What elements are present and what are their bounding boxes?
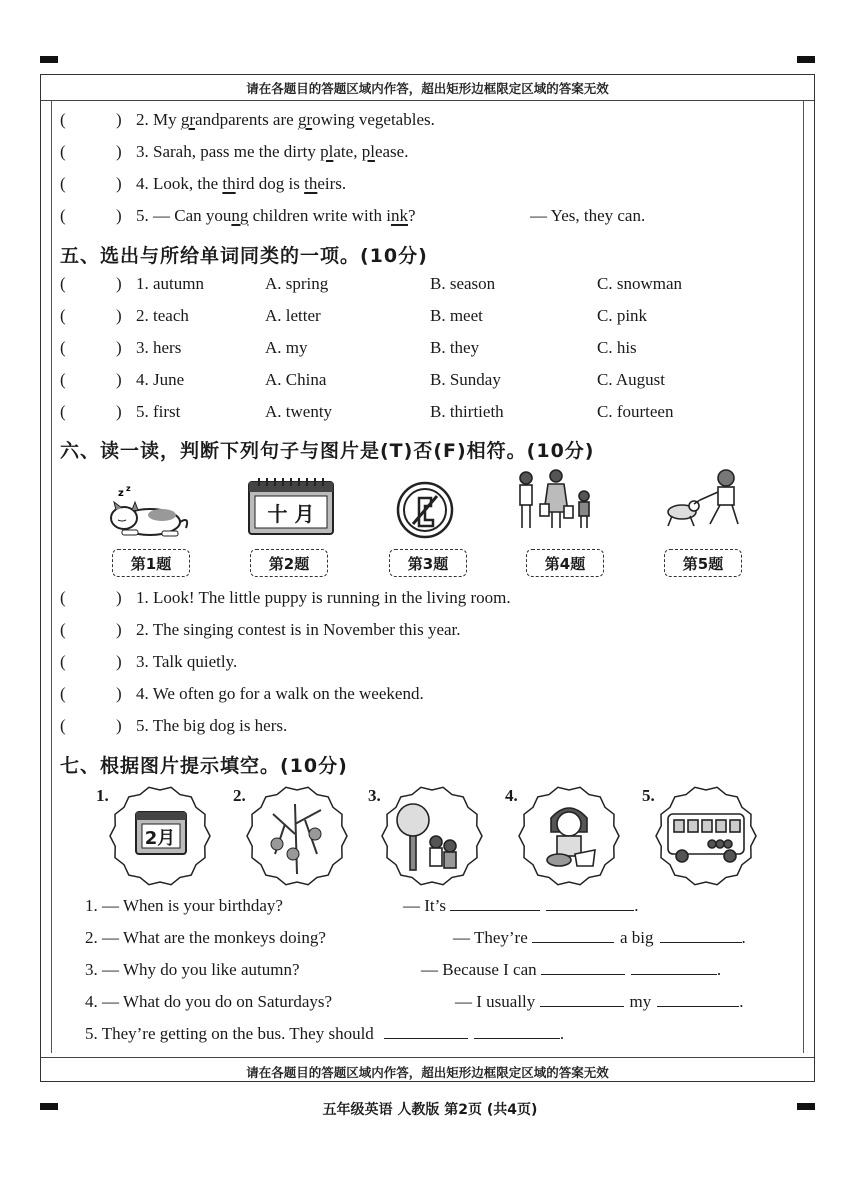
answer-bracket-close: ) bbox=[116, 684, 122, 703]
given-word: 3. hers bbox=[136, 338, 182, 357]
option-a: A. China bbox=[265, 370, 327, 389]
given-word: 4. June bbox=[136, 370, 185, 389]
answer-slot[interactable] bbox=[72, 142, 112, 162]
fill-question: 4. — What do you do on Saturdays? bbox=[85, 992, 333, 1011]
fill-picture-1 bbox=[108, 784, 212, 893]
answer-period: . bbox=[741, 928, 746, 947]
answer-slot[interactable] bbox=[72, 110, 112, 130]
answer-slot[interactable] bbox=[72, 274, 112, 294]
answer-mid-word: my bbox=[629, 992, 652, 1011]
judge-row bbox=[60, 684, 800, 708]
answer-lead: — They’re bbox=[453, 928, 532, 947]
fill-picture-3 bbox=[380, 784, 484, 893]
option-a: A. twenty bbox=[265, 402, 333, 421]
answer-bracket-open: ( bbox=[60, 402, 66, 421]
option-b: B. they bbox=[430, 338, 480, 357]
svg-text:z: z bbox=[118, 488, 124, 499]
fill-picture-2 bbox=[245, 784, 349, 893]
fill-picture-5 bbox=[654, 784, 758, 893]
picture-number-4: 4. bbox=[505, 786, 518, 805]
svg-text:z: z bbox=[126, 484, 131, 493]
answer-period: . bbox=[739, 992, 744, 1011]
question-text bbox=[136, 206, 416, 226]
option-b: B. season bbox=[430, 274, 496, 293]
option-c: C. his bbox=[597, 338, 637, 357]
text-fragment: andparents are bbox=[195, 110, 298, 129]
answer-blank[interactable] bbox=[657, 1006, 739, 1007]
picture-4 bbox=[510, 468, 600, 539]
answer-bracket-close: ) bbox=[116, 620, 122, 639]
answer-blank[interactable] bbox=[631, 974, 717, 975]
text-fragment: owing vegetables. bbox=[312, 110, 435, 129]
answer-bracket-open: ( bbox=[60, 370, 66, 389]
fill-row bbox=[85, 992, 805, 1016]
option-a: A. letter bbox=[265, 306, 321, 325]
question-row bbox=[60, 142, 800, 166]
answer-bracket-open: ( bbox=[60, 110, 66, 129]
given-word: 1. autumn bbox=[136, 274, 204, 293]
question-number: 2. bbox=[136, 110, 153, 129]
answer-bracket-close: ) bbox=[116, 588, 122, 607]
notice-bottom: 请在各题目的答题区域内作答，超出矩形边框限定区域的答案无效 bbox=[41, 1057, 814, 1081]
underlined-letters: nk bbox=[390, 206, 408, 225]
text-fragment: ird dog is bbox=[235, 174, 305, 193]
fill-answer bbox=[378, 1024, 564, 1043]
judge-sentence: 4. We often go for a walk on the weekend. bbox=[136, 684, 424, 703]
underlined-letters: gr bbox=[180, 110, 196, 129]
answer-lead: — I usually bbox=[455, 992, 540, 1011]
judge-sentence: 1. Look! The little puppy is running in the living room. bbox=[136, 588, 511, 607]
underlined-letters: ng bbox=[231, 206, 249, 225]
judge-sentence: 5. The big dog is hers. bbox=[136, 716, 288, 735]
choice-row bbox=[60, 370, 800, 394]
answer-blank[interactable] bbox=[450, 910, 540, 911]
answer-slot[interactable] bbox=[72, 402, 112, 422]
fill-question: 3. — Why do you like autumn? bbox=[85, 960, 300, 979]
answer-blank[interactable] bbox=[384, 1038, 468, 1039]
answer-period: . bbox=[634, 896, 639, 915]
picture-number-5: 5. bbox=[642, 786, 655, 805]
answer-slot[interactable] bbox=[72, 684, 112, 704]
judge-sentence: 3. Talk quietly. bbox=[136, 652, 238, 671]
picture-2 bbox=[245, 476, 337, 543]
answer-blank[interactable] bbox=[541, 974, 625, 975]
fill-answer bbox=[455, 992, 744, 1012]
answer-bracket-open: ( bbox=[60, 274, 66, 293]
text-fragment: Sarah, pass me the dirty bbox=[153, 142, 321, 161]
fill-row bbox=[85, 928, 805, 952]
worksheet-content bbox=[40, 0, 815, 1191]
section-5-title: 五、选出与所给单词同类的一项。(10分) bbox=[60, 245, 428, 267]
answer-bracket-open: ( bbox=[60, 338, 66, 357]
option-a: A. my bbox=[265, 338, 308, 357]
answer-slot[interactable] bbox=[72, 206, 112, 226]
option-b: B. Sunday bbox=[430, 370, 501, 389]
text-fragment: Look, the bbox=[153, 174, 223, 193]
option-c: C. snowman bbox=[597, 274, 682, 293]
answer-period: . bbox=[716, 960, 722, 979]
answer-bracket-open: ( bbox=[60, 142, 66, 161]
judge-row bbox=[60, 716, 800, 740]
option-a: A. spring bbox=[265, 274, 329, 293]
section-7-title: 七、根据图片提示填空。(10分) bbox=[60, 755, 348, 777]
text-fragment: My bbox=[153, 110, 181, 129]
calendar-label: 2月 bbox=[144, 828, 176, 849]
choice-row bbox=[60, 338, 800, 362]
option-c: C. August bbox=[597, 370, 666, 389]
answer-lead: — It’s bbox=[403, 896, 451, 915]
picture-5 bbox=[660, 468, 750, 535]
answer-slot[interactable] bbox=[72, 716, 112, 736]
underlined-letters: th bbox=[222, 174, 236, 193]
question-number: 3. bbox=[136, 142, 153, 161]
option-b: B. meet bbox=[430, 306, 483, 325]
answer-bracket-open: ( bbox=[60, 684, 66, 703]
question-label-5: 第5题 bbox=[664, 549, 742, 577]
answer-period: . bbox=[559, 1024, 565, 1043]
judge-row bbox=[60, 588, 800, 612]
underlined-letters: gr bbox=[297, 110, 313, 129]
calendar-label: 十 月 bbox=[267, 502, 315, 526]
answer-bracket-close: ) bbox=[116, 338, 122, 357]
answer-bracket-close: ) bbox=[116, 652, 122, 671]
answer-bracket-open: ( bbox=[60, 174, 66, 193]
question-label-1: 第1题 bbox=[112, 549, 190, 577]
judge-sentence: 2. The singing contest is in November this year. bbox=[136, 620, 461, 639]
answer-blank[interactable] bbox=[474, 1038, 560, 1039]
question-label-4: 第4题 bbox=[526, 549, 604, 577]
given-word: 5. first bbox=[136, 402, 181, 421]
answer-bracket-close: ) bbox=[116, 402, 122, 421]
picture-number-2: 2. bbox=[233, 786, 246, 805]
picture-3 bbox=[395, 480, 455, 545]
page-footer: 五年级英语 人教版 第2页 (共4页) bbox=[322, 1102, 538, 1118]
answer-slot[interactable] bbox=[72, 370, 112, 390]
choice-row bbox=[60, 402, 800, 426]
section-6-title: 六、读一读，判断下列句子与图片是(T)否(F)相符。(10分) bbox=[60, 440, 595, 462]
answer-lead: — Because I can bbox=[421, 960, 541, 979]
text-fragment: — Can you bbox=[153, 206, 232, 225]
fill-row bbox=[85, 896, 805, 920]
answer-slot[interactable] bbox=[72, 620, 112, 640]
picture-1 bbox=[102, 482, 192, 547]
question-label-2: 第2题 bbox=[250, 549, 328, 577]
underlined-letters: pl bbox=[361, 142, 375, 161]
answer-bracket-open: ( bbox=[60, 652, 66, 671]
fill-answer bbox=[453, 928, 746, 948]
answer-bracket-close: ) bbox=[116, 716, 122, 735]
text-fragment: ate, bbox=[333, 142, 362, 161]
choice-row bbox=[60, 274, 800, 298]
answer-blank[interactable] bbox=[532, 942, 614, 943]
answer-mid-word: a big bbox=[620, 928, 654, 947]
fill-answer bbox=[421, 960, 721, 980]
answer-bracket-close: ) bbox=[116, 370, 122, 389]
picture-number-1: 1. bbox=[96, 786, 109, 805]
judge-row bbox=[60, 620, 800, 644]
answer-blank[interactable] bbox=[546, 910, 634, 911]
answer-slot[interactable] bbox=[72, 338, 112, 358]
text-fragment: eirs. bbox=[317, 174, 347, 193]
given-word: 2. teach bbox=[136, 306, 189, 325]
dialogue-answer: — Yes, they can. bbox=[530, 206, 646, 225]
choice-row bbox=[60, 306, 800, 330]
question-text bbox=[136, 174, 346, 194]
option-c: C. fourteen bbox=[597, 402, 674, 421]
question-row bbox=[60, 174, 800, 198]
text-fragment: ease. bbox=[374, 142, 409, 161]
answer-bracket-close: ) bbox=[116, 142, 122, 161]
fill-question: 1. — When is your birthday? bbox=[85, 896, 283, 915]
question-row bbox=[60, 206, 800, 230]
question-text bbox=[136, 110, 435, 130]
answer-bracket-open: ( bbox=[60, 620, 66, 639]
answer-slot[interactable] bbox=[72, 652, 112, 672]
fill-row bbox=[85, 960, 805, 984]
fill-answer bbox=[403, 896, 638, 916]
question-row bbox=[60, 110, 800, 134]
underlined-letters: th bbox=[304, 174, 318, 193]
option-c: C. pink bbox=[597, 306, 648, 325]
fill-question: 5. They’re getting on the bus. They should bbox=[85, 1024, 374, 1043]
fill-question: 2. — What are the monkeys doing? bbox=[85, 928, 326, 947]
answer-bracket-open: ( bbox=[60, 306, 66, 325]
question-label-3: 第3题 bbox=[389, 549, 467, 577]
answer-slot[interactable] bbox=[72, 306, 112, 326]
answer-blank[interactable] bbox=[540, 1006, 624, 1007]
answer-slot[interactable] bbox=[72, 174, 112, 194]
judge-row bbox=[60, 652, 800, 676]
answer-bracket-close: ) bbox=[116, 274, 122, 293]
text-fragment: children write with i bbox=[248, 206, 391, 225]
fill-picture-4 bbox=[517, 784, 621, 893]
notice-top: 请在各题目的答题区域内作答，超出矩形边框限定区域的答案无效 bbox=[41, 79, 814, 101]
fill-row bbox=[85, 1024, 805, 1048]
answer-bracket-close: ) bbox=[116, 206, 122, 225]
answer-bracket-close: ) bbox=[116, 174, 122, 193]
answer-bracket-open: ( bbox=[60, 206, 66, 225]
option-b: B. thirtieth bbox=[430, 402, 504, 421]
underlined-letters: pl bbox=[320, 142, 334, 161]
answer-slot[interactable] bbox=[72, 588, 112, 608]
answer-bracket-close: ) bbox=[116, 306, 122, 325]
text-fragment: ? bbox=[407, 206, 416, 225]
question-number: 4. bbox=[136, 174, 153, 193]
question-text bbox=[136, 142, 408, 162]
answer-bracket-open: ( bbox=[60, 716, 66, 735]
answer-bracket-open: ( bbox=[60, 588, 66, 607]
question-number: 5. bbox=[136, 206, 153, 225]
answer-blank[interactable] bbox=[660, 942, 742, 943]
answer-bracket-close: ) bbox=[116, 110, 122, 129]
picture-number-3: 3. bbox=[368, 786, 381, 805]
